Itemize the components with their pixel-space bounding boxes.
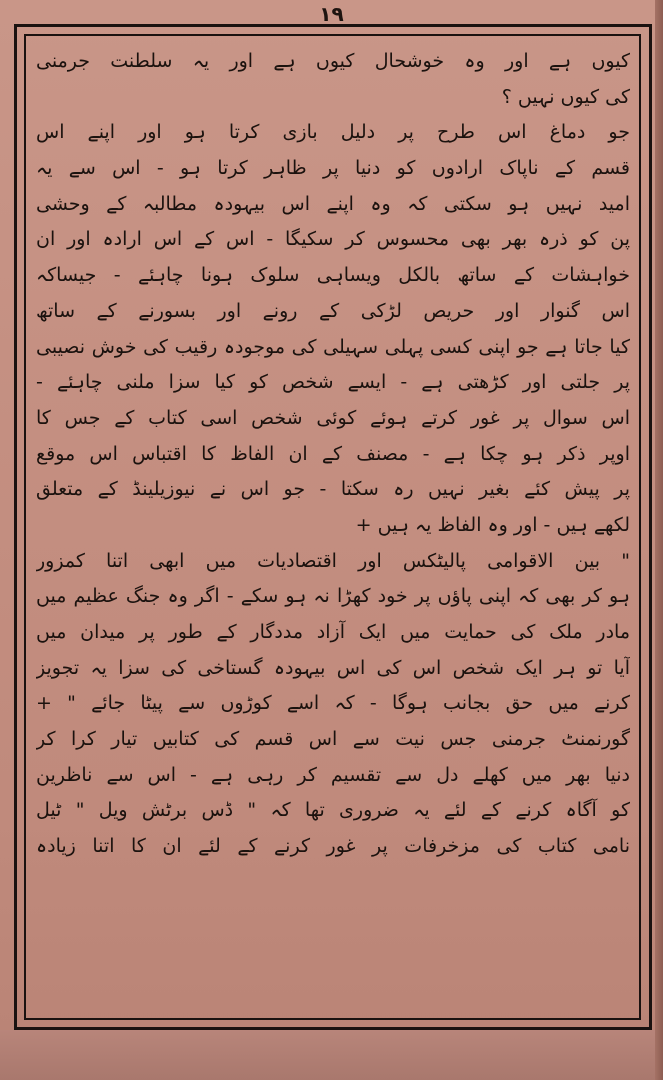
text-line: ہو کر بھی کہ اپنی پاؤں پر خود کھڑا نہ ہو سکے - اگر وہ جنگ عظیم میں — [36, 585, 630, 608]
text-line: نامی کتاب کی مزخرفات پر غور کرنے کے لئے ان کا اتنا زیادہ — [36, 835, 630, 858]
text-line: مادر ملک کی حمایت میں ایک آزاد مددگار کے طور پر میدان میں — [36, 621, 630, 643]
text-line: جو دماغ اس طرح پر دلیل بازی کرتا ہو اور اپنے اس — [36, 121, 630, 144]
text-line: کی کیوں نہیں ؟ — [501, 85, 630, 108]
text-line: پر پیش کئے بغیر نہیں رہ سکتا - جو اس نے نیوزیلینڈ کے متعلق — [36, 478, 630, 501]
page-bottom-margin — [0, 1030, 663, 1080]
text-line: پر جلتی اور کڑھتی ہے - ایسے شخص کو کیا سزا ملنی چاہئے - — [36, 371, 630, 394]
text-line: لکھے ہیں - اور وہ الفاظ یہ ہیں + — [355, 513, 630, 536]
text-line: " بین الاقوامی پالیٹکس اور اقتصادیات میں ابھی اتنا کمزور — [36, 549, 630, 572]
page-edge-shadow — [655, 0, 663, 1080]
text-line: گورنمنٹ جرمنی جس نیت سے اس قسم کی کتابیں تیار کرا کر — [36, 728, 630, 751]
text-line: پن کو ذرہ بھر بھی محسوس کر سکیگا - اس کے اس ارادہ اور ان — [36, 228, 630, 251]
body-text — [36, 44, 630, 1010]
text-line: اس سوال پر غور کرتے ہوئے کوئی شخص اسی کتاب کے جس کا — [36, 406, 630, 429]
text-line: امید نہیں ہو سکتی کہ وہ اپنے اس بیہودہ مطالبہ کے وحشی — [36, 192, 630, 215]
text-line: کو آگاہ کرنے کے لئے یہ ضروری تھا کہ " ڈس برٹش ویل " ٹیل — [36, 799, 630, 822]
text-line: اس گنوار اور حریص لڑکی کے رونے اور بسورنے کے ساتھ — [36, 299, 630, 322]
text-line: کرنے میں حق بجانب ہوگا - کہ اسے کوڑوں سے پیٹا جائے " + — [36, 692, 630, 715]
text-line: خواہشات کے ساتھ بالکل ویساہی سلوک ہونا چاہئے - جیساکہ — [36, 264, 630, 287]
page-number: ۱۹ — [319, 2, 344, 26]
text-line: آیا تو ہر ایک شخص اس کی اس بیہودہ گستاخی کی سزا یہ تجویز — [36, 656, 630, 679]
text-line: دنیا بھر میں کھلے دل سے تقسیم کر رہی ہے - اس سے ناظرین — [36, 763, 630, 786]
text-line: اوپر ذکر ہو چکا ہے - مصنف کے ان الفاظ کا اقتباس اس موقع — [36, 442, 630, 465]
text-line: قسم کے ناپاک ارادوں کو دنیا پر ظاہر کرتا ہو - اس سے یہ — [36, 157, 630, 180]
text-line: کیا جاتا ہے جو اپنی کسی پہلی سہیلی کی موجودہ رقیب کی خوش نصیبی — [36, 335, 630, 358]
text-line: کیوں ہے اور وہ خوشحال کیوں ہے اور یہ سلطنت جرمنی — [36, 50, 630, 72]
